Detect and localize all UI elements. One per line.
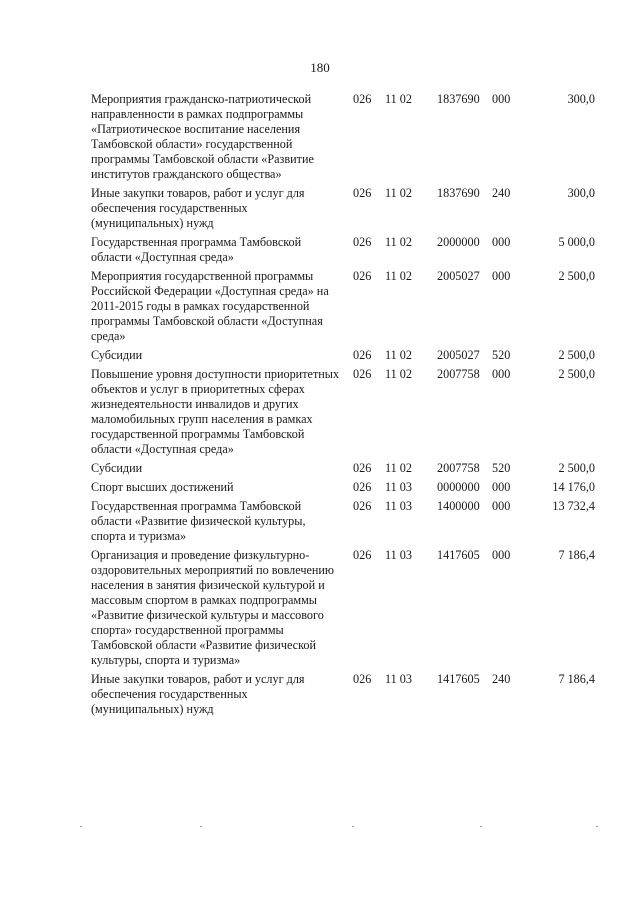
amount: 2 500,0: [558, 348, 595, 362]
target-code: 1837690: [437, 92, 480, 106]
target-code: 2005027: [437, 348, 480, 362]
table-row: [91, 92, 595, 182]
row-description: Мероприятия государственной программы Российской Федерации «Доступная среда» на 2011-2015 годы в рамках государственной программы Тамбовской области «Доступная среда»: [91, 269, 329, 343]
expense-type-code: 000: [492, 235, 511, 249]
row-description: Государственная программа Тамбовской области «Развитие физической культуры, спорта и туризма»: [91, 499, 306, 543]
target-code: 1417605: [437, 672, 480, 686]
scan-artifact-dots: [0, 826, 640, 830]
ministry-code: 026: [353, 461, 372, 475]
expense-type-code: 000: [492, 367, 511, 381]
ministry-code: 026: [353, 348, 372, 362]
amount: 7 186,4: [558, 548, 595, 562]
target-code: 0000000: [437, 480, 480, 494]
amount: 2 500,0: [558, 269, 595, 283]
row-description: Спорт высших достижений: [91, 480, 234, 494]
ministry-code: 026: [353, 269, 372, 283]
amount: 2 500,0: [558, 461, 595, 475]
amount: 7 186,4: [558, 672, 595, 686]
budget-table: [91, 92, 595, 721]
row-description: Организация и проведение физкультурно-оздоровительных мероприятий по вовлечению населения в занятия физической культурой и массовым спортом в рамках подпрограммы «Развитие физической культуры и массового спорта» государственной программы Тамбовской области «Развитие физической культуры, спорта и туризма»: [91, 548, 335, 667]
target-code: 2000000: [437, 235, 480, 249]
scan-dot: [352, 826, 354, 827]
ministry-code: 026: [353, 367, 372, 381]
amount: 14 176,0: [552, 480, 595, 494]
section-code: 11 03: [385, 672, 412, 686]
expense-type-code: 000: [492, 92, 511, 106]
ministry-code: 026: [353, 186, 372, 200]
row-description: Субсидии: [91, 461, 143, 475]
row-description: Государственная программа Тамбовской области «Доступная среда»: [91, 235, 302, 264]
ministry-code: 026: [353, 499, 372, 513]
section-code: 11 02: [385, 461, 412, 475]
target-code: 2005027: [437, 269, 480, 283]
amount: 300,0: [567, 92, 595, 106]
row-description: Субсидии: [91, 348, 143, 362]
table-row: [91, 480, 595, 495]
section-code: 11 03: [385, 548, 412, 562]
target-code: 2007758: [437, 367, 480, 381]
section-code: 11 02: [385, 269, 412, 283]
row-description: Мероприятия гражданско-патриотической направленности в рамках подпрограммы «Патриотическое воспитание населения Тамбовской области» государственной программы Тамбовской области «Развитие институтов гражданского общества»: [91, 92, 314, 181]
table-row: [91, 461, 595, 476]
scan-dot: [200, 826, 202, 827]
expense-type-code: 520: [492, 461, 511, 475]
table-row: [91, 499, 595, 544]
ministry-code: 026: [353, 548, 372, 562]
table-row: [91, 348, 595, 363]
target-code: 1417605: [437, 548, 480, 562]
section-code: 11 03: [385, 499, 412, 513]
ministry-code: 026: [353, 235, 372, 249]
section-code: 11 02: [385, 367, 412, 381]
table-row: [91, 367, 595, 457]
scan-dot: [596, 826, 598, 827]
scan-dot: [480, 826, 482, 827]
expense-type-code: 240: [492, 186, 511, 200]
expense-type-code: 000: [492, 548, 511, 562]
target-code: 2007758: [437, 461, 480, 475]
ministry-code: 026: [353, 92, 372, 106]
section-code: 11 02: [385, 92, 412, 106]
expense-type-code: 000: [492, 269, 511, 283]
amount: 2 500,0: [558, 367, 595, 381]
row-description: Иные закупки товаров, работ и услуг для обеспечения государственных (муниципальных) нужд: [91, 186, 305, 230]
ministry-code: 026: [353, 480, 372, 494]
expense-type-code: 000: [492, 499, 511, 513]
amount: 300,0: [567, 186, 595, 200]
target-code: 1837690: [437, 186, 480, 200]
amount: 13 732,4: [552, 499, 595, 513]
row-description: Иные закупки товаров, работ и услуг для обеспечения государственных (муниципальных) нужд: [91, 672, 305, 716]
section-code: 11 02: [385, 186, 412, 200]
section-code: 11 02: [385, 235, 412, 249]
section-code: 11 02: [385, 348, 412, 362]
table-row: [91, 186, 595, 231]
page-number: 180: [310, 60, 330, 75]
expense-type-code: 520: [492, 348, 511, 362]
table-row: [91, 548, 595, 668]
row-description: Повышение уровня доступности приоритетных объектов и услуг в приоритетных сферах жизнедеятельности инвалидов и других маломобильных групп населения в рамках государственной программы Тамбовской области «Доступная среда»: [91, 367, 340, 456]
table-row: [91, 672, 595, 717]
table-row: [91, 235, 595, 265]
section-code: 11 03: [385, 480, 412, 494]
table-row: [91, 269, 595, 344]
ministry-code: 026: [353, 672, 372, 686]
expense-type-code: 000: [492, 480, 511, 494]
amount: 5 000,0: [558, 235, 595, 249]
expense-type-code: 240: [492, 672, 511, 686]
target-code: 1400000: [437, 499, 480, 513]
scan-dot: [80, 826, 82, 827]
